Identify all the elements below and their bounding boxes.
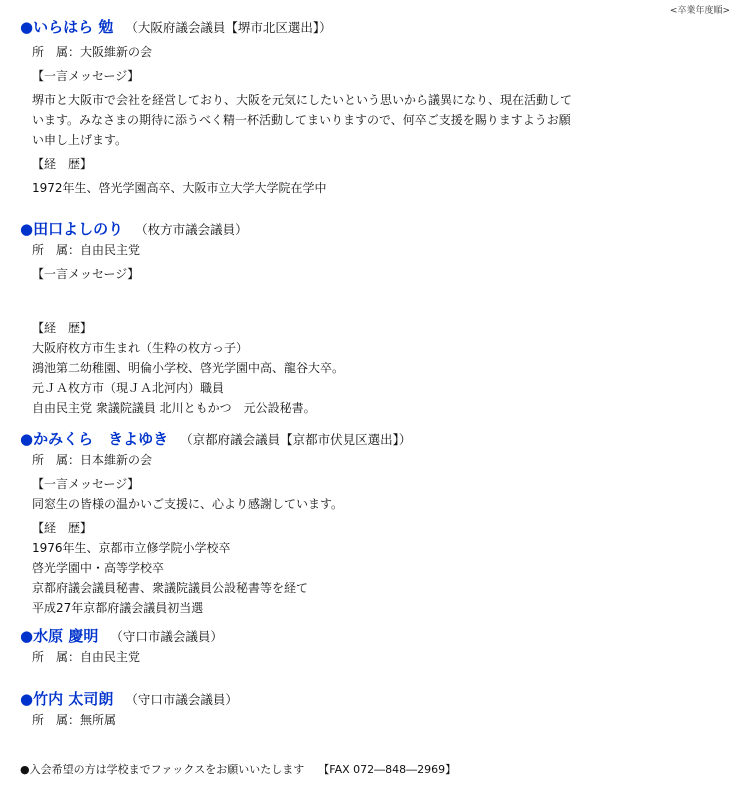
message-text: 堺市と大阪市で会社を経営しており、大阪を元気にしたいという思いから議異になり、現在活動しています。みなさまの期待に添うべく精一杯活動してまいりますので、何卒ご支援を賜りますようお願い申し上げます。	[32, 93, 573, 147]
affiliation-row	[20, 240, 720, 260]
career-line: 啓光学園中・高等学校卒	[32, 561, 165, 575]
career-line: 大阪府枚方市生まれ（生粋の枚方っ子）	[32, 341, 249, 355]
career-line: 京都府議会議員秘書、衆議院議員公設秘書等を経て	[32, 581, 309, 595]
career-heading: 【経 歴】	[32, 521, 93, 535]
career-line: 鴻池第二幼稚園、明倫小学校、啓光学園中高、龍谷大卒。	[32, 361, 345, 375]
career-line: 元ＪＡ枚方市（現ＪＡ北河内）職員	[32, 381, 225, 395]
member-entry-mizuhara	[20, 627, 720, 667]
affiliation-label: 所 属：	[32, 650, 81, 664]
affiliation-label: 所 属：	[32, 45, 81, 59]
member-post: （枚方市議会議員）	[135, 222, 248, 237]
affiliation-value: 無所属	[80, 713, 117, 727]
career-line: 1976年生、京都市立修学院小学校卒	[32, 541, 231, 555]
career-heading: 【経 歴】	[32, 321, 93, 335]
bullet-icon: ●	[20, 690, 34, 708]
fax-number: 【FAX 072―848―2969】	[318, 763, 457, 776]
membership-request-text: ●入会希望の方は学校までファックスをお願いいたします	[20, 763, 305, 776]
affiliation-label: 所 属：	[32, 713, 81, 727]
member-post: （大阪府議会議員【堺市北区選出】）	[125, 20, 332, 35]
affiliation-row	[20, 42, 720, 62]
member-name: かみくら きよゆき	[33, 430, 169, 448]
bullet-icon: ●	[20, 627, 34, 645]
message-heading: 【一言メッセージ】	[32, 69, 140, 83]
affiliation-value: 自由民主党	[80, 650, 141, 664]
member-entry-taguchi	[20, 220, 720, 418]
member-entry-kamikura	[20, 430, 720, 618]
message-heading: 【一言メッセージ】	[32, 477, 140, 491]
affiliation-value: 大阪維新の会	[80, 45, 153, 59]
affiliation-row	[20, 647, 720, 667]
message-text: 同窓生の皆様の温かいご支援に、心より感謝しています。	[32, 497, 344, 511]
sort-order-note: <卒業年度順>	[669, 6, 730, 16]
member-name: 田口よしのり	[33, 220, 124, 238]
bullet-icon: ●	[20, 18, 34, 36]
member-post: （守口市議会議員）	[125, 692, 238, 707]
affiliation-value: 日本維新の会	[80, 453, 153, 467]
bullet-icon: ●	[20, 430, 34, 448]
member-entry-irahara	[20, 18, 720, 198]
bullet-icon: ●	[20, 220, 34, 238]
member-post: （守口市議会議員）	[110, 629, 223, 644]
member-post: （京都府議会議員【京都市伏見区選出】）	[180, 432, 412, 447]
career-line: 平成27年京都府議会議員初当選	[32, 601, 204, 615]
member-name: いらはら 勉	[33, 18, 114, 36]
affiliation-value: 自由民主党	[80, 243, 141, 257]
member-name: 竹内 太司朗	[33, 690, 114, 708]
affiliation-label: 所 属：	[32, 243, 81, 257]
affiliation-label: 所 属：	[32, 453, 81, 467]
affiliation-row	[20, 450, 720, 470]
career-heading: 【経 歴】	[32, 157, 93, 171]
member-name: 水原 慶明	[33, 627, 99, 645]
membership-footer	[20, 761, 456, 777]
career-line: 1972年生、啓光学園高卒、大阪市立大学大学院在学中	[32, 181, 327, 195]
member-entry-takeuchi	[20, 690, 720, 730]
affiliation-row	[20, 710, 720, 730]
message-heading: 【一言メッセージ】	[32, 267, 140, 281]
career-line: 自由民主党 衆議院議員 北川ともかつ 元公設秘書。	[32, 401, 316, 415]
